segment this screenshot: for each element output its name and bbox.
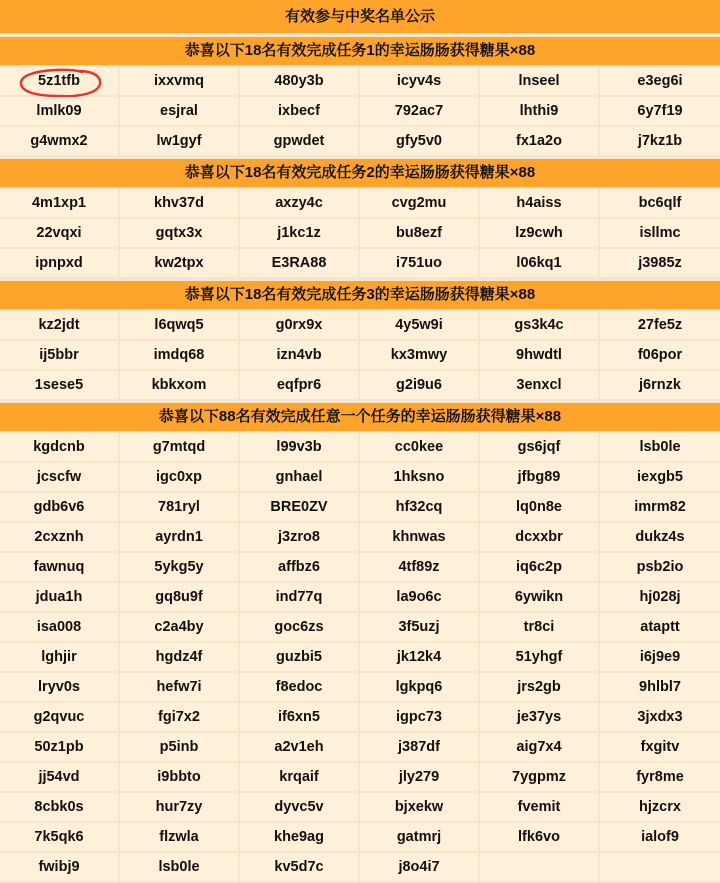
winner-name-cell: bc6qlf (600, 189, 720, 219)
winner-name-cell: 1sese5 (0, 371, 120, 401)
winner-name-cell: kv5d7c (240, 853, 360, 883)
section-task3 (0, 279, 720, 401)
winner-name-cell: i6j9e9 (600, 643, 720, 673)
winner-name-cell: 4tf89z (360, 553, 480, 583)
winner-name-cell: j3zro8 (240, 523, 360, 553)
page-title: 有效参与中奖名单公示 (0, 0, 720, 35)
winner-name-cell: h4aiss (480, 189, 600, 219)
winner-name-cell: la9o6c (360, 583, 480, 613)
winner-name-cell: iq6c2p (480, 553, 600, 583)
winner-name-cell: ialof9 (600, 823, 720, 853)
winner-name-cell: dukz4s (600, 523, 720, 553)
winner-name-cell: kbkxom (120, 371, 240, 401)
winner-name-cell: imdq68 (120, 341, 240, 371)
winner-name-cell: j1kc1z (240, 219, 360, 249)
section-task2 (0, 157, 720, 279)
winner-name-cell: gnhael (240, 463, 360, 493)
winner-name-cell: lhthi9 (480, 97, 600, 127)
winner-name-cell: gfy5v0 (360, 127, 480, 157)
winner-name-cell: isa008 (0, 613, 120, 643)
winner-name-cell: fawnuq (0, 553, 120, 583)
winner-name-cell: krqaif (240, 763, 360, 793)
winner-name-cell: 3enxcl (480, 371, 600, 401)
winner-name-cell: jdua1h (0, 583, 120, 613)
winner-name-cell: jrs2gb (480, 673, 600, 703)
winner-name-cell: j7kz1b (600, 127, 720, 157)
winner-name-cell: 7ygpmz (480, 763, 600, 793)
winner-name-cell: jly279 (360, 763, 480, 793)
winner-name-cell: psb2io (600, 553, 720, 583)
winner-name-cell: kz2jdt (0, 311, 120, 341)
winner-name-cell: ataptt (600, 613, 720, 643)
winner-name-cell: hgdz4f (120, 643, 240, 673)
winner-name-cell: affbz6 (240, 553, 360, 583)
winner-name-cell: 8cbk0s (0, 793, 120, 823)
winner-name-cell: dcxxbr (480, 523, 600, 553)
winner-name-cell: gqtx3x (120, 219, 240, 249)
winner-name-cell: fgi7x2 (120, 703, 240, 733)
winner-name-cell: lsb0le (120, 853, 240, 883)
winner-name-cell: fyr8me (600, 763, 720, 793)
winner-name-cell: flzwla (120, 823, 240, 853)
winner-name-cell: j387df (360, 733, 480, 763)
winner-name-cell: lz9cwh (480, 219, 600, 249)
winner-name-cell: gq8u9f (120, 583, 240, 613)
winner-name-cell: 9hlbl7 (600, 673, 720, 703)
winner-name-cell: lmlk09 (0, 97, 120, 127)
names-grid (0, 311, 720, 401)
winner-name-cell: tr8ci (480, 613, 600, 643)
winner-name-cell: 22vqxi (0, 219, 120, 249)
winner-name-cell: imrm82 (600, 493, 720, 523)
winner-name-cell: 3f5uzj (360, 613, 480, 643)
winner-name-cell: jcscfw (0, 463, 120, 493)
winner-name-cell: gs3k4c (480, 311, 600, 341)
winner-name-cell: igc0xp (120, 463, 240, 493)
winner-name-cell: fxgitv (600, 733, 720, 763)
winner-name-cell: khnwas (360, 523, 480, 553)
winner-name-cell: igpc73 (360, 703, 480, 733)
winner-name-cell: g4wmx2 (0, 127, 120, 157)
winner-name-cell: f06por (600, 341, 720, 371)
section-task1 (0, 35, 720, 157)
winner-name-cell: 7k5qk6 (0, 823, 120, 853)
winner-name-cell: gs6jqf (480, 433, 600, 463)
winner-name-cell: a2v1eh (240, 733, 360, 763)
winner-name-cell: g2i9u6 (360, 371, 480, 401)
winner-name-cell: 4y5w9i (360, 311, 480, 341)
names-grid (0, 433, 720, 883)
winner-name-cell: khv37d (120, 189, 240, 219)
winner-name-cell: 792ac7 (360, 97, 480, 127)
winner-name-cell: ipnpxd (0, 249, 120, 279)
winner-name-cell: icyv4s (360, 67, 480, 97)
winner-name-cell: ixbecf (240, 97, 360, 127)
winner-name-cell: 51yhgf (480, 643, 600, 673)
winner-name-cell: ixxvmq (120, 67, 240, 97)
winner-name-cell: lsb0le (600, 433, 720, 463)
winner-name-cell: gatmrj (360, 823, 480, 853)
section-any-task (0, 401, 720, 883)
winner-name-cell: 480y3b (240, 67, 360, 97)
winner-name-cell: kw2tpx (120, 249, 240, 279)
winner-name-cell: lw1gyf (120, 127, 240, 157)
winner-name-cell: jk12k4 (360, 643, 480, 673)
winner-name-cell: isllmc (600, 219, 720, 249)
winner-name-cell: hf32cq (360, 493, 480, 523)
winner-name-cell: jj54vd (0, 763, 120, 793)
winner-name-cell: axzy4c (240, 189, 360, 219)
winner-name-cell: lghjir (0, 643, 120, 673)
winner-name-cell: 5z1tfb (0, 67, 120, 97)
winner-name-cell: g7mtqd (120, 433, 240, 463)
winner-name-cell: i751uo (360, 249, 480, 279)
winner-name-cell: if6xn5 (240, 703, 360, 733)
winner-name-cell: esjral (120, 97, 240, 127)
winner-name-cell (480, 853, 600, 883)
winner-name-cell: l6qwq5 (120, 311, 240, 341)
names-grid (0, 189, 720, 279)
winner-name-cell: je37ys (480, 703, 600, 733)
winner-name-cell: jfbg89 (480, 463, 600, 493)
section-header: 恭喜以下18名有效完成任务1的幸运肠肠获得糖果×88 (0, 35, 720, 67)
winner-name-cell: dyvc5v (240, 793, 360, 823)
winner-name-cell: 2cxznh (0, 523, 120, 553)
winner-name-cell: hj028j (600, 583, 720, 613)
section-header: 恭喜以下88名有效完成任意一个任务的幸运肠肠获得糖果×88 (0, 401, 720, 433)
winner-name-cell: fwibj9 (0, 853, 120, 883)
winner-name-cell: g0rx9x (240, 311, 360, 341)
winner-name-cell: 4m1xp1 (0, 189, 120, 219)
winner-name-cell: l99v3b (240, 433, 360, 463)
winner-name-cell: e3eg6i (600, 67, 720, 97)
winner-name-cell: l06kq1 (480, 249, 600, 279)
winner-name-cell: i9bbto (120, 763, 240, 793)
winner-name-cell: j8o4i7 (360, 853, 480, 883)
winner-name-cell: cc0kee (360, 433, 480, 463)
winner-name-cell: E3RA88 (240, 249, 360, 279)
section-header: 恭喜以下18名有效完成任务2的幸运肠肠获得糖果×88 (0, 157, 720, 189)
winner-name-cell: lq0n8e (480, 493, 600, 523)
winner-name-cell: lfk6vo (480, 823, 600, 853)
winner-name-cell: j6rnzk (600, 371, 720, 401)
winner-name-cell: 27fe5z (600, 311, 720, 341)
winner-name-cell: iexgb5 (600, 463, 720, 493)
winner-name-cell (600, 853, 720, 883)
winner-name-cell: bjxekw (360, 793, 480, 823)
winner-name-cell: 5ykg5y (120, 553, 240, 583)
winner-name-cell: lgkpq6 (360, 673, 480, 703)
winner-name-cell: f8edoc (240, 673, 360, 703)
winner-name-cell: gdb6v6 (0, 493, 120, 523)
names-grid (0, 67, 720, 157)
winner-name-cell: izn4vb (240, 341, 360, 371)
winner-name-cell: goc6zs (240, 613, 360, 643)
winner-name-cell: lnseel (480, 67, 600, 97)
winner-name-cell: BRE0ZV (240, 493, 360, 523)
winner-name-cell: lryv0s (0, 673, 120, 703)
winner-name-cell: g2qvuc (0, 703, 120, 733)
winner-name-cell: eqfpr6 (240, 371, 360, 401)
winner-name-cell: 9hwdtl (480, 341, 600, 371)
winner-name-cell: fvemit (480, 793, 600, 823)
winner-name-cell: 50z1pb (0, 733, 120, 763)
winner-name-cell: kgdcnb (0, 433, 120, 463)
winner-name-cell: 1hksno (360, 463, 480, 493)
winner-name-cell: khe9ag (240, 823, 360, 853)
winner-name-cell: 3jxdx3 (600, 703, 720, 733)
winner-name-cell: 6ywikn (480, 583, 600, 613)
section-header: 恭喜以下18名有效完成任务3的幸运肠肠获得糖果×88 (0, 279, 720, 311)
winner-name-cell: ayrdn1 (120, 523, 240, 553)
winner-name-cell: hefw7i (120, 673, 240, 703)
winner-name-cell: aig7x4 (480, 733, 600, 763)
winner-name-cell: gpwdet (240, 127, 360, 157)
winner-name-cell: guzbi5 (240, 643, 360, 673)
highlight-circle-icon (18, 68, 102, 98)
winner-name-cell: cvg2mu (360, 189, 480, 219)
winner-name-cell: p5inb (120, 733, 240, 763)
winner-name-cell: 6y7f19 (600, 97, 720, 127)
winner-name-cell: hur7zy (120, 793, 240, 823)
winner-name-cell: bu8ezf (360, 219, 480, 249)
winner-name-cell: ij5bbr (0, 341, 120, 371)
winner-name-cell: c2a4by (120, 613, 240, 643)
winner-name-cell: hjzcrx (600, 793, 720, 823)
winner-name-cell: 781ryl (120, 493, 240, 523)
winner-name-cell: fx1a2o (480, 127, 600, 157)
winner-name-cell: ind77q (240, 583, 360, 613)
winner-name-cell: j3985z (600, 249, 720, 279)
winner-name-cell: kx3mwy (360, 341, 480, 371)
